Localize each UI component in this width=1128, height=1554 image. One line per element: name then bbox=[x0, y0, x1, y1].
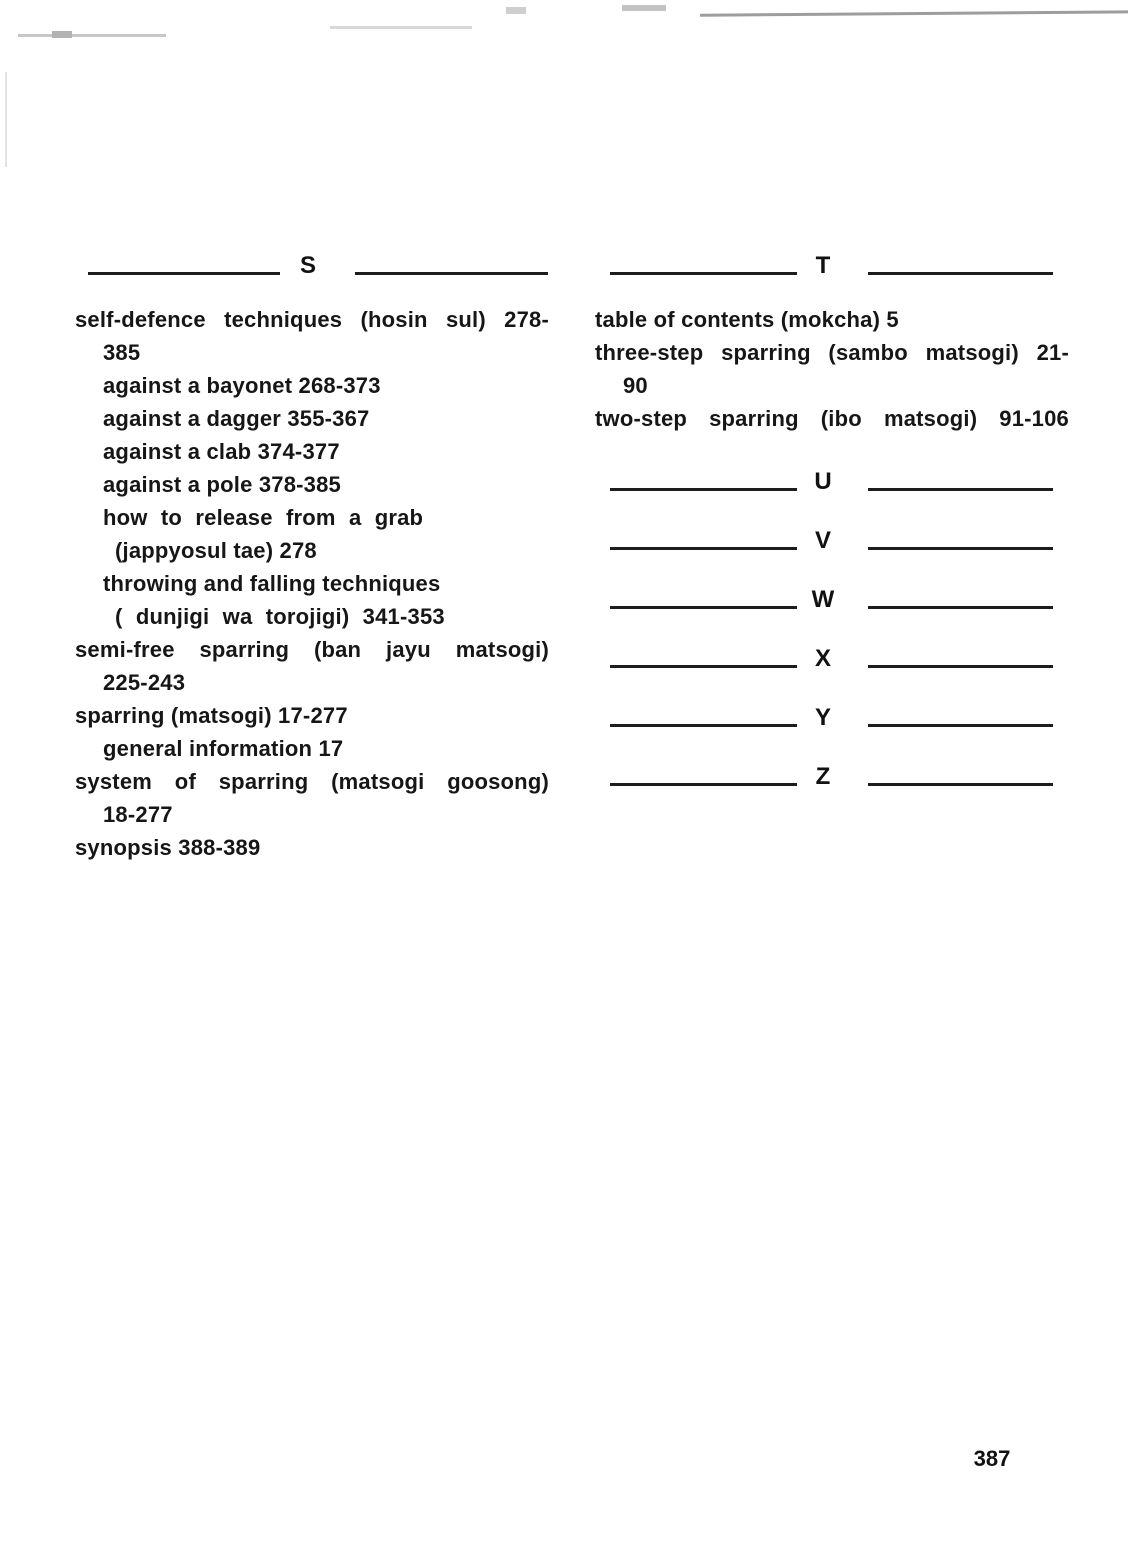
index-entry-line: table of contents (mokcha) 5 bbox=[595, 307, 899, 332]
section-header-u bbox=[595, 466, 1069, 500]
index-column-t bbox=[595, 303, 1069, 435]
divider-line bbox=[868, 606, 1053, 609]
divider-line bbox=[355, 272, 548, 275]
divider-line bbox=[868, 272, 1053, 275]
page-number: 387 bbox=[973, 1446, 1011, 1471]
section-header-z bbox=[595, 761, 1069, 795]
section-letter: T bbox=[815, 252, 831, 279]
scan-artifact bbox=[330, 26, 472, 29]
index-entry-line: sparring (matsogi) 17-277 bbox=[75, 703, 348, 728]
section-letter: U bbox=[814, 468, 832, 495]
scan-artifact bbox=[622, 5, 666, 11]
section-header-s bbox=[75, 250, 549, 284]
section-header-x bbox=[595, 643, 1069, 677]
index-entry-line: against a clab 374-377 bbox=[103, 439, 340, 464]
divider-line bbox=[610, 724, 797, 727]
section-letter: Y bbox=[814, 704, 831, 731]
index-entry-line: against a pole 378-385 bbox=[103, 472, 341, 497]
index-entry-line: (jappyosul tae) 278 bbox=[115, 538, 317, 563]
index-entry-line: against a dagger 355-367 bbox=[103, 406, 370, 431]
scan-artifact bbox=[700, 10, 1128, 16]
section-letter: V bbox=[814, 527, 831, 554]
index-entry-line: self-defence techniques (hosin sul) 278- bbox=[75, 307, 549, 332]
empty-section-headers bbox=[595, 466, 1069, 820]
divider-line bbox=[88, 272, 280, 275]
section-letter: W bbox=[811, 586, 835, 613]
divider-line bbox=[610, 783, 797, 786]
divider-line bbox=[610, 606, 797, 609]
divider-line bbox=[868, 724, 1053, 727]
scan-artifact bbox=[5, 72, 7, 167]
section-letter: X bbox=[814, 645, 831, 672]
scan-artifact bbox=[506, 7, 526, 14]
section-letter: Z bbox=[815, 763, 831, 790]
index-entry-line: 225-243 bbox=[103, 670, 186, 695]
index-entry-line: 18-277 bbox=[103, 802, 173, 827]
index-entry-line: semi-free sparring (ban jayu matsogi) bbox=[75, 637, 549, 662]
index-entry-line: throwing and falling techniques bbox=[103, 571, 441, 596]
index-entry-line: 385 bbox=[103, 340, 141, 365]
divider-line bbox=[610, 547, 797, 550]
index-entry-line: synopsis 388-389 bbox=[75, 835, 261, 860]
divider-line bbox=[868, 665, 1053, 668]
index-entry-line: 90 bbox=[623, 373, 648, 398]
section-header-t bbox=[595, 250, 1069, 284]
index-column-s bbox=[75, 303, 549, 864]
index-entry-line: general information 17 bbox=[103, 736, 344, 761]
index-entry-line: three-step sparring (sambo matsogi) 21- bbox=[595, 340, 1069, 365]
index-entry-line: ( dunjigi wa torojigi) 341-353 bbox=[115, 604, 445, 629]
section-header-v bbox=[595, 525, 1069, 559]
scan-artifact bbox=[52, 31, 72, 38]
section-header-w bbox=[595, 584, 1069, 618]
divider-line bbox=[610, 272, 797, 275]
divider-line bbox=[868, 783, 1053, 786]
divider-line bbox=[610, 665, 797, 668]
index-entry-line: how to release from a grab bbox=[103, 505, 424, 530]
divider-line bbox=[868, 547, 1053, 550]
index-entry-line: two-step sparring (ibo matsogi) 91-106 bbox=[595, 406, 1069, 431]
divider-line bbox=[868, 488, 1053, 491]
scan-artifact bbox=[18, 34, 166, 37]
divider-line bbox=[610, 488, 797, 491]
index-entry-line: system of sparring (matsogi goosong) bbox=[75, 769, 549, 794]
section-letter: S bbox=[299, 252, 316, 279]
section-header-y bbox=[595, 702, 1069, 736]
index-entry-line: against a bayonet 268-373 bbox=[103, 373, 381, 398]
